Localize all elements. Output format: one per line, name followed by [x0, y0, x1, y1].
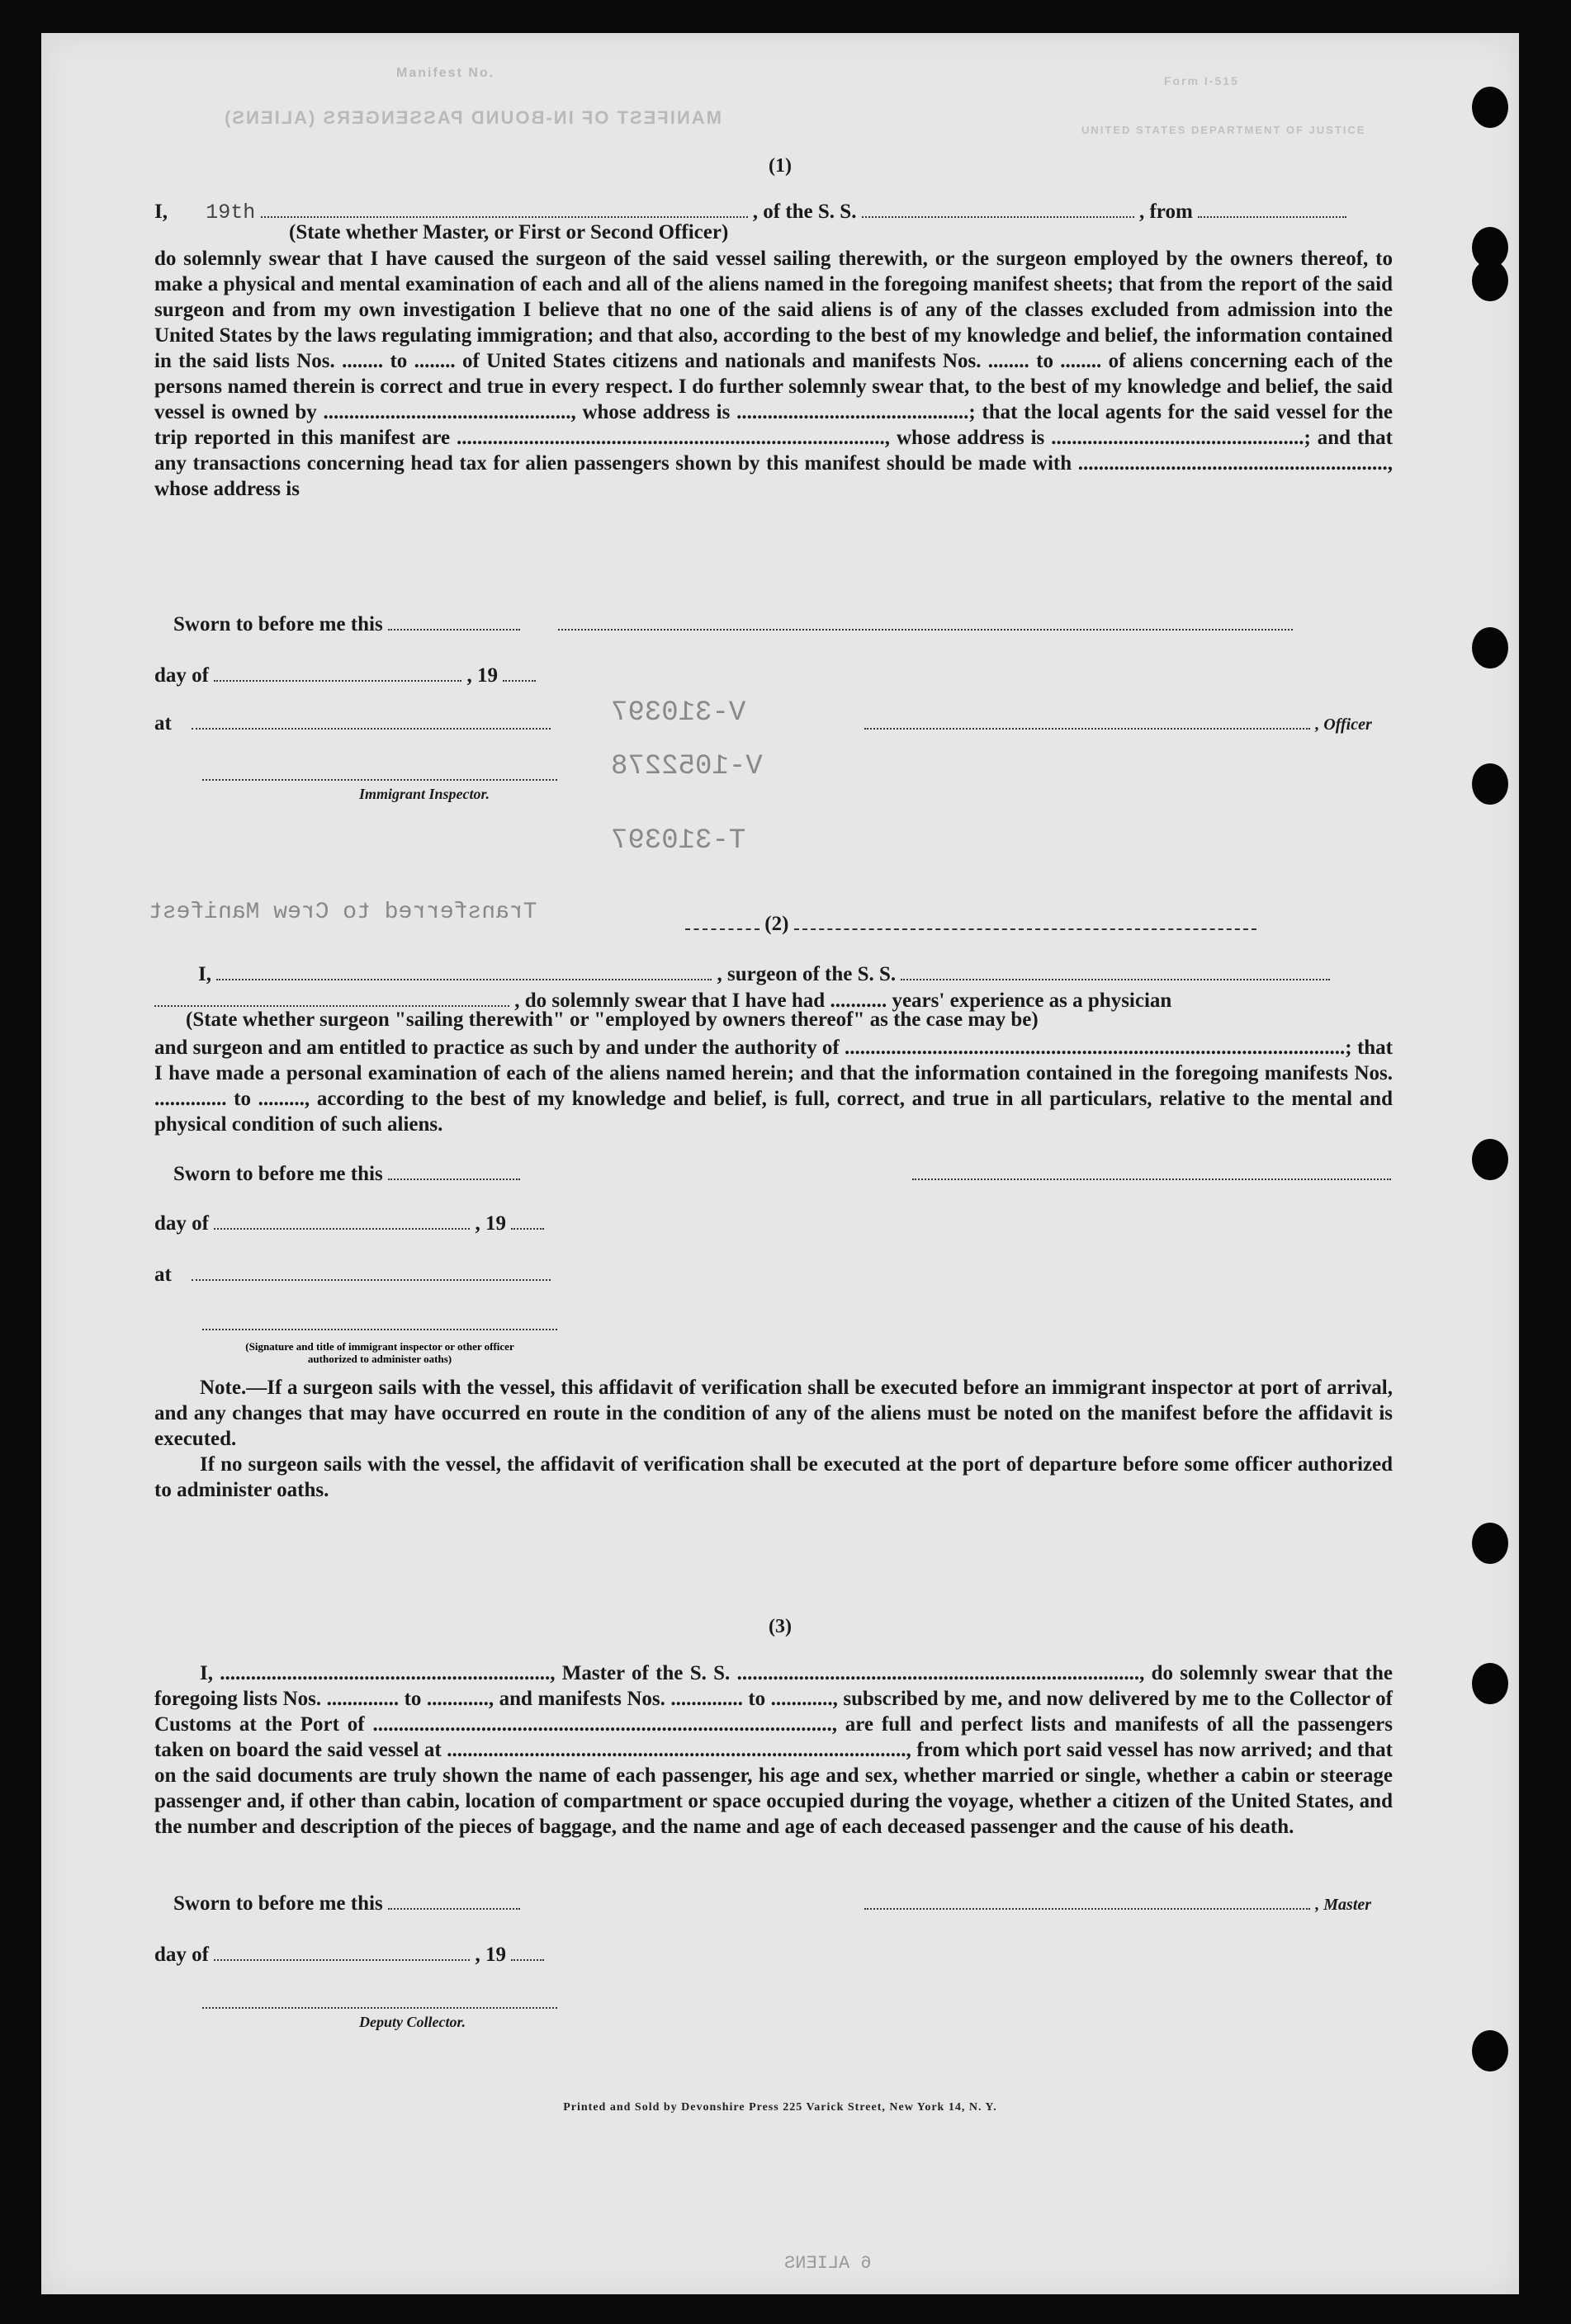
section-1-inspector-line: [202, 763, 557, 786]
label-year: , 19: [475, 1944, 506, 1966]
section-2-note-1: Note.—If a surgeon sails with the vessel, this affidavit of verification shall be executed before an immigrant inspector at port of arrival, and any changes that may have occurred en route in the condition of any of the aliens must be noted on the manifest before the affidavit is executed.: [154, 1377, 1393, 1450]
section-3-collector-line: [202, 1991, 557, 2015]
section-2-note-2: If no surgeon sails with the vessel, the affidavit of verification shall be executed at the port of departure before some officer authorized to administer oaths.: [154, 1453, 1393, 1501]
section-2-paragraph: and surgeon and am entitled to practice as such by and under the authority of .................................................................................................; that I have made a personal examination of each of the aliens named herein; and that the information contained in the foregoing manifests Nos. .............. to ........., according to the best of my knowledge and belief, is full, correct, and true in all particulars, relative to the mental and physical condition of such aliens.: [154, 1037, 1393, 1136]
section-2-sworn: [173, 1162, 520, 1186]
label-immigrant-inspector: Immigrant Inspector.: [359, 786, 490, 802]
from-port-field: [1198, 200, 1346, 218]
label-at: at: [154, 1264, 172, 1286]
punch-hole: [1472, 1663, 1508, 1704]
section-3-sworn: [173, 1892, 520, 1915]
label-day-of: day of: [154, 1212, 209, 1235]
stamp-number-3: T-310397: [611, 825, 746, 857]
bottom-reversed-text: 6 ALIENS: [784, 2253, 872, 2274]
label-sworn: Sworn to before me this: [173, 1163, 383, 1185]
label-officer: , Officer: [1315, 716, 1372, 734]
section-3-day-of: [154, 1943, 544, 1967]
stamp-number-2: V-1052278: [611, 751, 763, 782]
section-2-line1: [198, 962, 1330, 986]
section-1-title-note: (State whether Master, or First or Second Officer): [289, 221, 729, 243]
label-sworn: Sworn to before me this: [173, 1892, 383, 1915]
faint-header-title: MANIFEST OF IN-BOUND PASSENGERS (ALIENS): [223, 107, 722, 128]
label-year: , 19: [475, 1212, 506, 1235]
label-sworn: Sworn to before me this: [173, 613, 383, 635]
section-2-number: (2): [764, 913, 789, 935]
punch-hole: [1472, 260, 1508, 301]
vessel-name-field: [862, 200, 1134, 218]
label-deputy-collector: Deputy Collector.: [359, 2014, 466, 2030]
section-2-signature-line: [912, 1162, 1391, 1186]
label-master: , Master: [1315, 1896, 1372, 1914]
label-from: , from: [1138, 201, 1193, 223]
label-years-experience: , do solemnly swear that I have had ........... years' experience as a physician: [514, 990, 1172, 1012]
section-2-day-of: [154, 1212, 544, 1235]
punch-hole: [1472, 87, 1508, 128]
stamp-number-1: V-310397: [611, 697, 746, 729]
label-i: I,: [154, 201, 168, 223]
label-i: I,: [198, 963, 211, 985]
printer-footer: Printed and Sold by Devonshire Press 225 Varick Street, New York 14, N. Y.: [563, 2101, 997, 2114]
punch-hole: [1472, 1523, 1508, 1564]
punch-hole: [1472, 763, 1508, 805]
label-day-of: day of: [154, 664, 209, 687]
section-3-master-signature: [864, 1892, 1371, 1915]
section-2-signature-note: (Signature and title of immigrant inspector or other officer authorized to administer oaths): [245, 1340, 514, 1365]
handwritten-date: 19th: [206, 201, 256, 224]
section-2-at: [154, 1263, 551, 1287]
manifest-page: [41, 33, 1519, 2294]
section-3-paragraph: I, ................................................................, Master of the S. S. .............................................................................., do solemnly swear that the foregoing lists Nos. .............. to ............, and manifests Nos. .............. to ............, subscribed by me, and now delivered by me to the Collector of Customs at the Port of ........................................................................................., are full and perfect lists and manifests of all the passengers taken on board the said vessel at ........................................................................................., from which port said vessel has now arrived; and that on the said documents are truly shown the name of each passenger, his age and sex, whether married or single, whether a cabin or steerage passenger and, if other than cabin, location of compartment or space occupied during the voyage, whether a citizen of the United States, and the number and description of the pieces of baggage, and the name and age of each deceased passenger and the cause of his death.: [154, 1662, 1393, 1838]
section-1-officer-signature: [864, 711, 1372, 735]
faint-form: Form I-515: [1164, 74, 1239, 87]
section-1-number: (1): [769, 155, 792, 177]
section-3-number: (3): [769, 1616, 792, 1637]
section-2-inspector-line: [202, 1312, 557, 1336]
punch-hole: [1472, 627, 1508, 668]
label-at: at: [154, 712, 172, 735]
punch-hole: [1472, 1139, 1508, 1180]
label-surgeon-of-ss: , surgeon of the S. S.: [717, 963, 897, 985]
faint-dept: UNITED STATES DEPARTMENT OF JUSTICE: [1081, 124, 1366, 136]
faint-manifest-no: Manifest No.: [396, 66, 495, 80]
section-1-day-of: [154, 664, 536, 687]
section-1-sworn: [173, 612, 1293, 636]
section-1-paragraph: do solemnly swear that I have caused the surgeon of the said vessel sailing therewith, or the surgeon employed by the owners thereof, to make a physical and mental examination of each and all of the aliens named in the foregoing manifest sheets; that from the report of the said surgeon and from my own investigation I believe that no one of the said aliens is of any of the classes excluded from admission into the United States by the laws regulating immigration; and that also, according to the best of my knowledge and belief, the information contained in the said lists Nos. ........ to ........ of United States citizens and nationals and manifests Nos. ........ to ........ of aliens concerning each of the persons named therein is correct and true in every respect. I do further solemnly swear that, to the best of my knowledge and belief, the said vessel is owned by ................................................, whose address is .............................................; that the local agents for the said vessel for the trip reported in this manifest are ..................................................................................., whose address is .................................................; and that any transactions concerning head tax for alien passengers shown by this manifest should be made with ............................................................, whose address is: [154, 248, 1393, 500]
label-year: , 19: [466, 664, 498, 687]
label-of-ss: , of the S. S.: [752, 201, 857, 223]
section-1-at: [154, 711, 551, 735]
stamp-transferred: Transferred to Crew Manifest: [149, 900, 537, 925]
label-day-of: day of: [154, 1944, 209, 1966]
section-2-divider: [685, 912, 1256, 936]
section-2-surgeon-note: (State whether surgeon "sailing therewith" or "employed by owners thereof" as the case may be): [186, 1008, 1039, 1031]
punch-hole: [1472, 2030, 1508, 2071]
officer-name-field: [261, 200, 748, 218]
